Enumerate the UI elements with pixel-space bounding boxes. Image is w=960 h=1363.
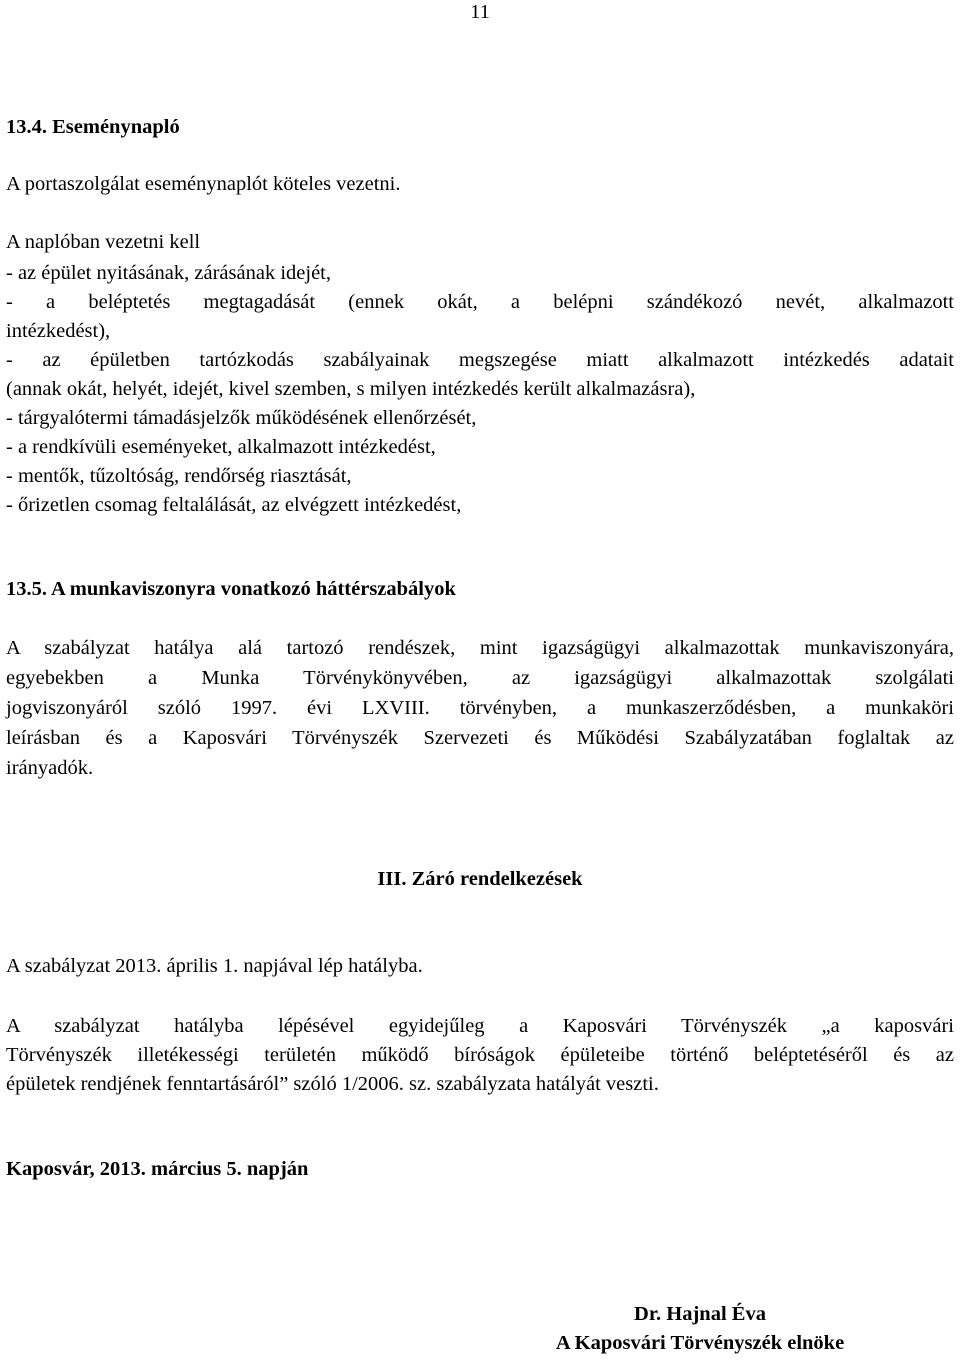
signatory-title: A Kaposvári Törvényszék elnöke xyxy=(555,1332,845,1354)
signature-block xyxy=(520,1300,880,1358)
list-item: - tárgyalótermi támadásjelzők működésének ellenőrzését, xyxy=(6,407,477,429)
section-III-heading: III. Záró rendelkezések xyxy=(377,868,583,890)
paragraph-line: leírásban és a Kaposvári Törvényszék Szervezeti és Működési Szabályzatában foglaltak az xyxy=(6,727,954,749)
paragraph-line: A szabályzat hatálya alá tartozó rendészek, mint igazságügyi alkalmazottak munkaviszonyára, xyxy=(6,637,954,659)
list-item: - az épületben tartózkodás szabályainak megszegése miatt alkalmazott intézkedés adatait xyxy=(6,349,954,371)
paragraph-line: egyebekben a Munka Törvénykönyvében, az igazságügyi alkalmazottak szolgálati xyxy=(6,667,954,689)
place-date: Kaposvár, 2013. március 5. napján xyxy=(6,1158,309,1180)
paragraph-line: Törvényszék illetékességi területén működő bíróságok épületeibe történő beléptetéséről és az xyxy=(6,1044,954,1066)
paragraph-line: épületek rendjének fenntartásáról” szóló 1/2006. sz. szabályzata hatályát veszti. xyxy=(6,1073,659,1095)
list-item: intézkedést), xyxy=(6,320,111,342)
list-item: (annak okát, helyét, idejét, kivel szemben, s milyen intézkedés került alkalmazásra), xyxy=(6,378,696,400)
paragraph-line: irányadók. xyxy=(6,757,94,779)
page-number: 11 xyxy=(470,1,490,23)
effective-date-text: A szabályzat 2013. április 1. napjával lép hatályba. xyxy=(6,955,423,977)
paragraph-line: A szabályzat hatályba lépésével egyidejűleg a Kaposvári Törvényszék „a kaposvári xyxy=(6,1015,954,1037)
list-item: - a beléptetés megtagadását (ennek okát, a belépni szándékozó nevét, alkalmazott xyxy=(6,291,954,313)
paragraph-line: jogviszonyáról szóló 1997. évi LXVIII. törvényben, a munkaszerződésben, a munkaköri xyxy=(6,697,954,719)
section-13-5-heading: 13.5. A munkaviszonyra vonatkozó háttérszabályok xyxy=(6,578,456,600)
list-item: - őrizetlen csomag feltalálását, az elvégzett intézkedést, xyxy=(6,494,462,516)
section-13-4-list-lead: A naplóban vezetni kell xyxy=(6,231,201,253)
list-item: - mentők, tűzoltóság, rendőrség riasztását, xyxy=(6,465,352,487)
section-13-4-intro: A portaszolgálat eseménynaplót köteles vezetni. xyxy=(6,173,401,195)
signatory-name: Dr. Hajnal Éva xyxy=(634,1303,766,1325)
list-item: - az épület nyitásának, zárásának idejét, xyxy=(6,262,331,284)
section-13-4-heading: 13.4. Eseménynapló xyxy=(6,116,180,138)
list-item: - a rendkívüli eseményeket, alkalmazott intézkedést, xyxy=(6,436,436,458)
